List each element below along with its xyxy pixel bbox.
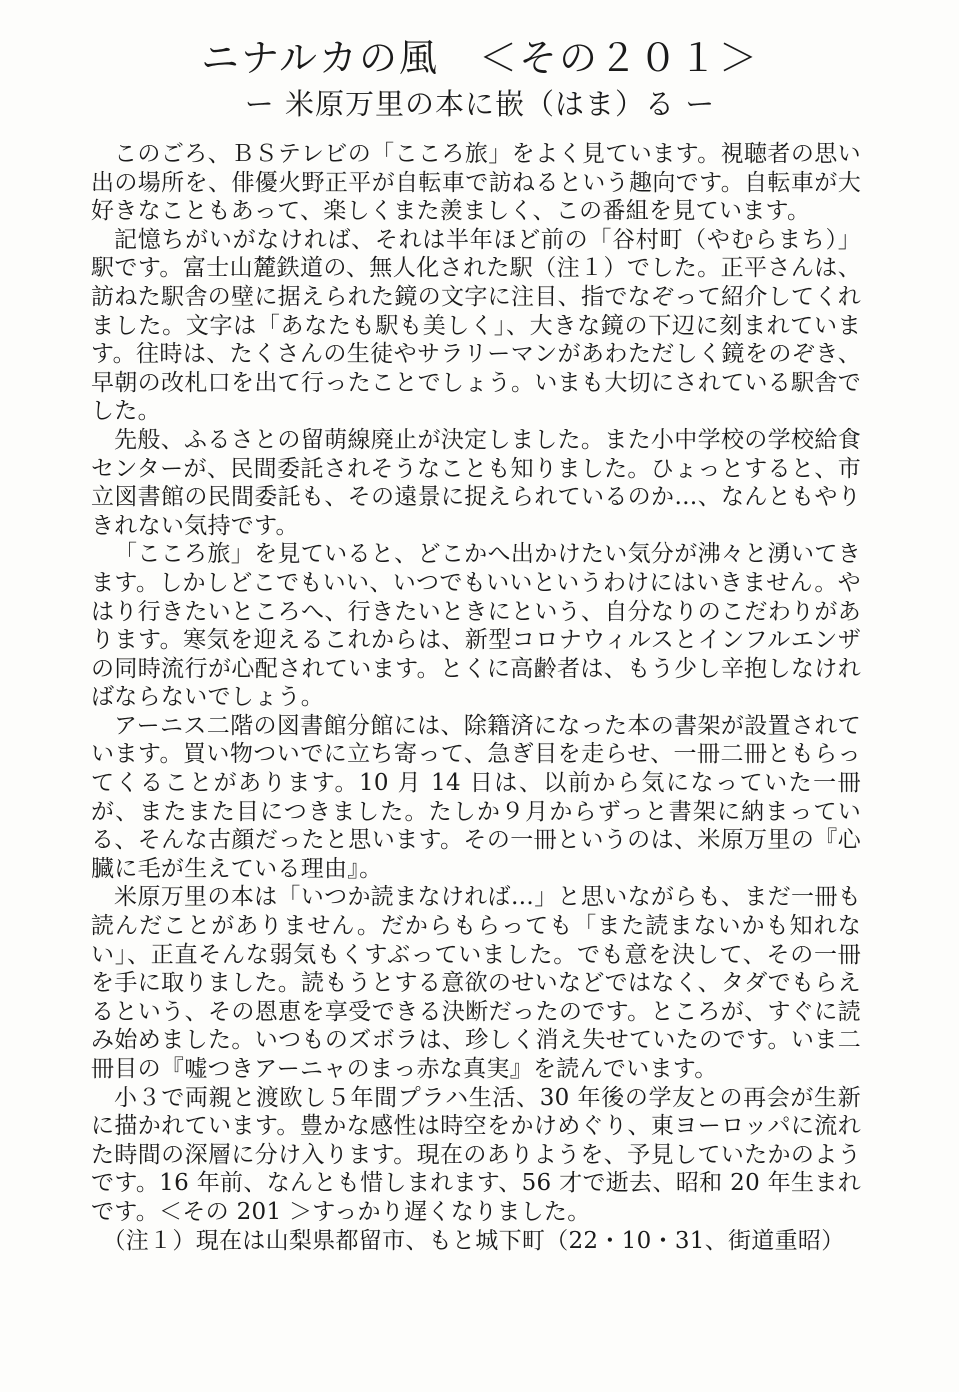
page-subtitle: ー 米原万里の本に嵌（はま）る ー: [244, 87, 716, 121]
page-title: ニナルカの風 ＜その２０１＞: [200, 36, 760, 80]
paragraph-6: 米原万里の本は「いつか読まなければ…」と思いながらも、まだ一冊も読んだことがありません。だからもらっても「また読まないかも知れない」、正直そんな弱気もくすぶっていました。でも意を決して、その一冊を手に取りました。読もうとする意欲のせいなどではなく、タダでもらえるという、その恩恵を享受できる決断だったのです。ところが、すぐに読み始めました。いつものズボラは、珍しく消え失せていたのです。いま二冊目の『嘘つきアーニャのまっ赤な真実』を読んでいます。: [91, 884, 861, 1082]
paragraph-7: 小３で両親と渡欧し５年間プラハ生活、30 年後の学友との再会が生新に描かれています。豊かな感性は時空をかけめぐり、東ヨーロッパに流れた時間の深層に分け入ります。現在のありようを、予見していたかのようです。16 年前、なんとも惜しまれます、56 才で逝去、昭和 20 年生まれです。＜その 201 ＞すっかり遅くなりました。: [91, 1084, 861, 1225]
paragraph-4: 「こころ旅」を見ていると、どこかへ出かけたい気分が沸々と湧いてきます。しかしどこでもいい、いつでもいいというわけにはいきません。やはり行きたいところへ、行きたいときにという、自分なりのこだわりがあります。寒気を迎えるこれからは、新型コロナウィルスとインフルエンザの同時流行が心配されています。とくに高齢者は、もう少し辛抱しなければならないでしょう。: [91, 541, 861, 711]
paragraph-5: アーニス二階の図書館分館には、除籍済になった本の書架が設置されています。買い物ついでに立ち寄って、急ぎ目を走らせ、一冊二冊ともらってくることがあります。10 月 14 日は、以前から気になっていた一冊が、またまた目につきました。たしか９月からずっと書架に納まっている、そんな古顔だったと思います。その一冊というのは、米原万里の『心臓に毛が生えている理由』。: [91, 712, 861, 882]
footnote: （注１）現在は山梨県都留市、もと城下町（22・10・31、街道重昭）: [102, 1227, 845, 1254]
paragraph-1: このごろ、ＢＳテレビの「こころ旅」をよく見ています。視聴者の思い出の場所を、俳優火野正平が自転車で訪ねるという趣向です。自転車が大好きなこともあって、楽しくまた羨ましく、この番組を見ています。: [91, 141, 861, 225]
article-body: [91, 140, 861, 1255]
paragraph-2: 記憶ちがいがなければ、それは半年ほど前の「谷村町（やむらまち）」駅です。富士山麓鉄道の、無人化された駅（注１）でした。正平さんは、訪ねた駅舎の壁に据えられた鏡の文字に注目、指でなぞって紹介してくれました。文字は「あなたも駅も美しく」、大きな鏡の下辺に刻まれています。往時は、たくさんの生徒やサラリーマンがあわただしく鏡をのぞき、早朝の改札口を出て行ったことでしょう。いまも大切にされている駅舎でした。: [91, 226, 861, 425]
paragraph-3: 先般、ふるさとの留萌線廃止が決定しました。また小中学校の学校給食センターが、民間委託されそうなことも知りました。ひょっとすると、市立図書館の民間委託も、その遠景に捉えられているのか…、なんともやりきれない気持です。: [91, 426, 861, 539]
